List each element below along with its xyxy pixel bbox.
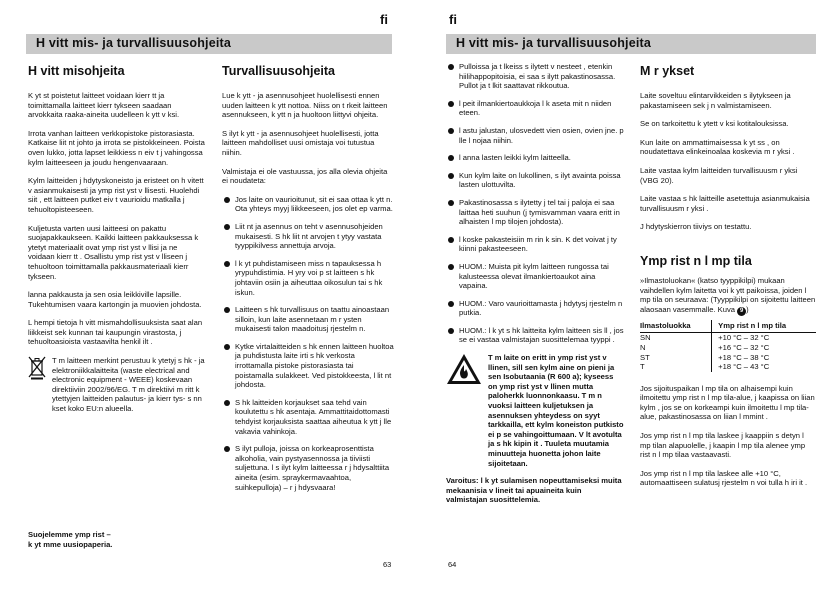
disposal-paragraph: L hempi tietoja h vitt mismahdollisuuksista saat alan liikkeist sek kunnan tai kaupungin virastosta, j tehuoltoasioista vastaavilta henkil ilt .	[28, 318, 203, 347]
temperature-paragraph: Jos sijoituspaikan l mp tila on alhaisempi kuin ilmoitettu ymp rist n l mp tila-alue, j kaapissa on liian kylm , jos se on korkeampi kuin ilmoitettu l mp tila-alue, pakastinosassa on liian l mmint .	[640, 383, 815, 422]
regulation-paragraph: Se on tarkoitettu k ytett v ksi kotitalouksissa.	[640, 119, 789, 129]
safety-column	[222, 64, 394, 500]
list-item: S hk laitteiden korjaukset saa tehd vain koulutettu s hk asentaja. Ammattitaidottomasti tehdyist korjauksista saattaa aiheutua k ytt j lle vakavia vahinkoja.	[222, 398, 394, 436]
list-item: l astu jalustan, ulosvedett vien osien, ovien jne. p lle l nojaa niihin.	[446, 126, 624, 145]
list-item: HUOM.: Muista pit kylm laitteen rungossa tai kalusteessa olevat ilmankiertoaukot aina vapaina.	[446, 262, 624, 291]
table-cell: +10 °C – 32 °C	[712, 333, 816, 343]
safety-paragraph: Lue k ytt - ja asennusohjeet huolellisesti ennen uuden laitteen k ytt nottoa. Niiss on t rkeit laitteen asennukseen, k ytt n ja huoltoon liittyvi ohjeita.	[222, 91, 388, 120]
list-item: l anna lasten leikki kylm laitteella.	[446, 153, 624, 163]
disposal-column	[28, 64, 206, 416]
flame-warning-icon	[446, 353, 482, 385]
list-item: l k yt puhdistamiseen miss n tapauksessa h yrypuhdistimia. H yry voi p st laitteen s hk johtaviin osiin ja aiheuttaa oikosulun tai s hk iskun.	[222, 259, 394, 297]
disposal-paragraph: Kuljetusta varten uusi laitteesi on pakattu suojapakkaukseen. Kaikki laitteen pakkauksessa k ytetyt materiaalit ovat ymp rist yst v llisi ja ne voidaan kierr tt . Osallistu ymp rist yst v lliseen j tehuoltoon toimittamalla pakkausmateriaali kierr tykseen.	[28, 223, 199, 281]
figure-reference-badge: 9	[737, 307, 746, 316]
table-row	[640, 362, 816, 372]
safety-column-continued	[446, 62, 624, 514]
disposal-title: H vitt misohjeita	[28, 64, 125, 78]
page-language-right: fi	[449, 12, 457, 27]
safety-title: Turvallisuusohjeita	[222, 64, 335, 78]
flammable-warning-text: T m laite on eritt in ymp rist yst v llinen, sill sen kylm aine on pieni ja sen Isobutaania (R 600 a); kyseess on ymp rist yst v llinen mutta paloherkk luonnonkaasu. T m n vuoksi laitteen kuljetuksen ja asennuksen yhteydess on syyt tarkkailla, ett kylm koneiston putkisto ei p se vahingoittumaan. V lt avotulta ja s hk kipin it . Tuuleta muutamia minuutteja huonetta johon laite sijoitetaan.	[488, 353, 624, 468]
disposal-paragraph: Kylm laitteiden j hdytyskoneisto ja eristeet on h vitett v asianmukaisesti ja ymp rist yst v llisesti. Huolehdi siit , ett laitteen putket eiv t vaurioidu matkalla j tehuoltopisteeseen.	[28, 176, 204, 214]
safety-paragraph: Valmistaja ei ole vastuussa, jos alla olevia ohjeita ei noudateta:	[222, 166, 388, 186]
list-item: l koske pakasteisiin m rin k sin. K det voivat j ty kiinni pakasteeseen.	[446, 235, 624, 254]
regulations-column	[640, 64, 816, 497]
caution-text: Varoitus: l k yt sulamisen nopeuttamiseksi muita mekaanisia v lineit tai apuaineita kuin valmistajan suosittelemia.	[446, 476, 622, 505]
table-header-row	[640, 320, 816, 333]
recycled-note-line-2: k yt mme uusiopaperia.	[28, 539, 113, 549]
flammable-warning	[446, 353, 624, 468]
list-item: Kytke virtalaitteiden s hk ennen laitteen huoltoa ja puhdistusta laite irti s hk verkosta irrottamalla pistoke pistorasiasta tai poistamalla sulakkeet. Ved pistokkeesta, l lit nt johdosta.	[222, 342, 394, 390]
safety-list-continued	[446, 62, 624, 345]
table-cell: +16 °C – 32 °C	[712, 343, 816, 353]
regulation-paragraph: J hdytyskierron tiiviys on testattu.	[640, 222, 752, 232]
page-number-right: 64	[448, 560, 457, 569]
table-cell: +18 °C – 38 °C	[712, 353, 816, 363]
page-number-left: 63	[383, 560, 392, 569]
climate-intro-text: »Ilmastoluokan« (katso tyyppikilpi) mukaan vaihdellen kylm laitetta voi k ytt paikoissa, joiden l mp tila on seuraava: (Tyyppikilpi on sijoitettu laitteen alaosaan vasemmalle. Kuva	[640, 275, 816, 314]
section-header-right: H vitt mis- ja turvallisuusohjeita	[446, 34, 816, 54]
list-item: Liit nt ja asennus on teht v asennusohjeiden mukaisesti. S hk liit nt arvojen t ytyy vastata tyyppikilvess annettuja arvoja.	[222, 222, 394, 251]
table-row	[640, 343, 816, 353]
list-item: HUOM.: Varo vaurioittamasta j hdytysj rjestelm n putkia.	[446, 299, 624, 318]
safety-list	[222, 195, 394, 492]
table-cell: N	[640, 342, 646, 352]
climate-intro: »Ilmastoluokan« (katso tyyppikilpi) mukaan vaihdellen kylm laitetta voi k ytt paikoissa, joiden l mp tila on seuraava: (Tyyppikilpi on sijoitettu laitteen alaosaan vasemmalle. Kuva 9 )	[640, 275, 816, 314]
ambient-temperature-title: Ymp rist n l mp tila	[640, 253, 752, 268]
section-header-left: H vitt mis- ja turvallisuusohjeita	[26, 34, 392, 54]
list-item: HUOM.: l k yt s hk laitteita kylm laitteen sis ll , jos se ei vastaa valmistajan suosittelemaa tyyppi .	[446, 326, 624, 345]
table-cell: T	[640, 362, 645, 372]
table-row	[640, 353, 816, 363]
regulations-title: M r ykset	[640, 64, 695, 78]
table-header-cell: Ymp rist n l mp tila	[712, 320, 816, 333]
page-language-left: fi	[380, 12, 388, 27]
recycled-note-line-1: Suojelemme ymp rist –	[28, 530, 111, 539]
regulation-paragraph: Laite soveltuu elintarvikkeiden s ilytykseen ja pakastamiseen sek j n valmistamiseen.	[640, 91, 791, 110]
regulation-paragraph: Kun laite on ammattimaisessa k yt ss , on noudatettava elinkeinoalaa koskevia m r yksi .	[640, 137, 795, 157]
safety-paragraph: S ilyt k ytt - ja asennusohjeet huolellisesti, jotta laitteen mahdolliset uusi omistaja voi tutustua niihin.	[222, 128, 379, 157]
weee-block	[28, 356, 206, 414]
crossed-bin-icon	[28, 356, 46, 380]
list-item: Jos laite on vaurioitunut, sit ei saa ottaa k ytt n. Ota yhteys myyj liikkeeseen, jos olet ep varma.	[222, 195, 394, 214]
table-cell: +18 °C – 43 °C	[712, 362, 816, 372]
table-cell: ST	[640, 352, 650, 362]
weee-text: T m laitteen merkint perustuu k ytetyj s hk - ja elektroniikkalaitteita (waste electrical and electronic equipment - WEEE) koskevaan direktiiviin 2002/96/EG. T m direktiivi m ritt k ytettyjen laitteiden palautus- ja kierr tys- s nn kset koko EU:n alueella.	[52, 356, 205, 414]
table-row	[640, 333, 816, 343]
disposal-paragraph: K yt st poistetut laitteet voidaan kierr tt ja toimittamalla laitteet kierr tykseen saadaan arvokkaita raaka-aineita uudelleen k ytt v ksi.	[28, 91, 180, 120]
list-item: Pulloissa ja t lkeiss s ilytett v nesteet , etenkin hiilihappopitoisia, ei saa s ilytt pakastinosassa. Pullot ja t lkit saattavat rikkoutua.	[446, 62, 624, 91]
list-item: Kun kylm laite on lukollinen, s ilyt avainta poissa lasten ulottuvilta.	[446, 171, 624, 190]
regulation-paragraph: Laite vastaa kylm laitteiden turvallisuusm r yksi (VBG 20).	[640, 165, 798, 185]
regulation-paragraph: Laite vastaa s hk laitteille asetettuja asianmukaisia turvallisuusm r yksi .	[640, 194, 810, 213]
recycled-paper-note	[28, 530, 206, 549]
temperature-paragraph: Jos ymp rist n l mp tila laskee alle +10 °C, automaattiseen sulatusj rjestelm n voi tulla h iri it .	[640, 468, 808, 488]
list-item: S ilyt pulloja, joissa on korkeaprosenttista alkoholia, vain pystyasennossa ja tiiviisti suljettuna. l s ilyt kylm laitteessa r j hdysalttiita aineita (esim. spraykermavaahtoa, suihkepulloja) – r j hdysvaara!	[222, 444, 394, 492]
list-item: l peit ilmankiertoaukkoja l k aseta mit n niiden eteen.	[446, 99, 624, 118]
list-item: Laitteen s hk turvallisuus on taattu ainoastaan silloin, kun laite asennetaan m r ysten mukaisesti talon maadoitusj rjestelm n.	[222, 305, 394, 334]
temperature-paragraph: Jos ymp rist n l mp tila laskee j kaappiin s detyn l mp tilan alapuolelle, j kaapin l mp tila alenee ymp rist n l mp tilaa vastaavasti.	[640, 431, 806, 460]
disposal-paragraph: lanna pakkausta ja sen osia leikkiville lapsille. Tukehtumisen vaara kartongin ja muovien johdosta.	[28, 290, 202, 309]
list-item: Pakastinosassa s ilytetty j tel tai j paloja ei saa laittaa heti suuhun (j tymisvamman vaara eritt in alhaisten l mp tilojen johdosta).	[446, 198, 624, 227]
table-cell: SN	[640, 333, 651, 343]
climate-class-table	[640, 320, 816, 372]
table-header-cell: Ilmastoluokka	[640, 320, 712, 333]
disposal-paragraph: Irrota vanhan laitteen verkkopistoke pistorasiasta. Katkaise liit nt johto ja irrota se pistokkeineen. Poista oven lukko, jotta lapset leikkiess n eiv t j vahingossa kylm laitteeseen ja joudu hengenvaaraan.	[28, 128, 205, 167]
